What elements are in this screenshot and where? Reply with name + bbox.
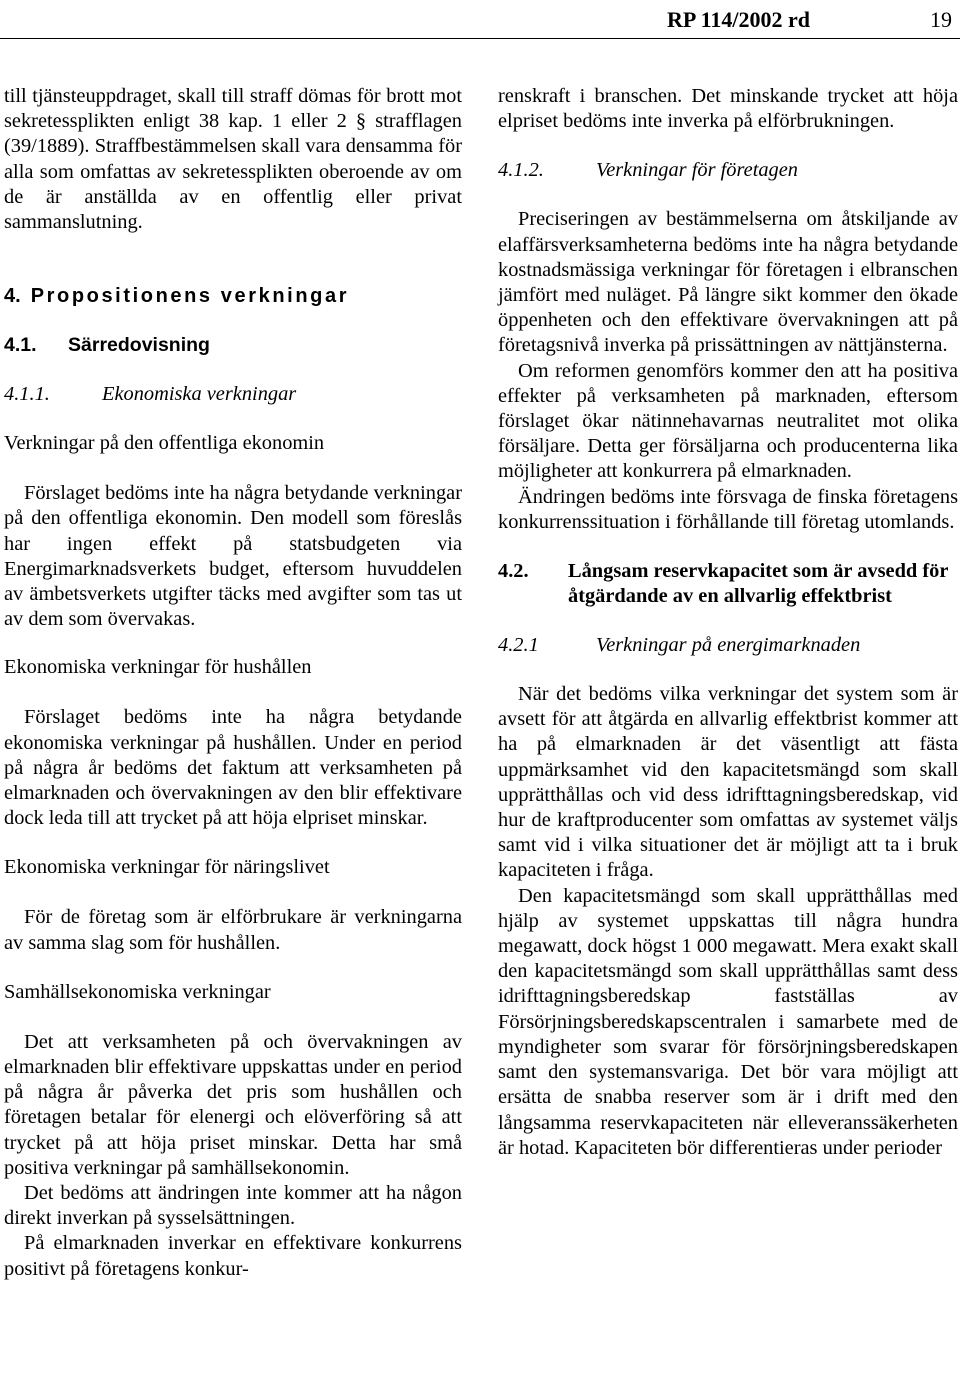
section-number: 4.1.2. [498,159,544,182]
subheading-macroeconomic: Samhällsekonomiska verkningar [4,980,271,1003]
document-id: RP 114/2002 rd [666,7,810,32]
paragraph-macroeconomic: Det att verksamheten på och övervakningen av elmarknaden blir effektivare uppskattas under en period på några år påverka det pris som hushållen och företagen betalar för elenergi och elöverföring så att trycket på att höja priset minskar. Detta har små positiva verkningar på samhällsekonomin. [4,1030,462,1179]
section-heading-4-1-2 [498,158,958,183]
running-header [0,6,960,34]
page-number: 19 [930,7,952,32]
section-heading-4-2 [498,559,958,609]
section-number: 4. [4,285,21,308]
section-title: Ekonomiska verkningar [102,383,297,406]
subheading-households: Ekonomiska verkningar för hushållen [4,656,312,679]
paragraph-energy-market: När det bedöms vilka verkningar det system som är avsett för att åtgärda en allvarlig effektbrist kommer att ha på elmarknaden är det väsentligt att fästa uppmärksamhet vid den kapacitetsmängd som skall upprätthållas och vid dess idrifttagningsberedskap, vid hur de kraftproducenter som omfattas av systemet väljs samt vid i vilka situationer det är möjligt att ta i bruk kapaciteten i fråga. [498,683,958,882]
paragraph-competition: På elmarknaden inverkar en effektivare konkurrens positivt på företagens konkur- [4,1232,462,1280]
header-rule [0,38,960,39]
right-column [498,84,958,1161]
paragraph-public-economy: Förslaget bedöms inte ha några betydande verkningar på den offentliga ekonomin. Den modell som föreslås har ingen effekt på statsbudgeten via Energimarknadsverkets budget, eftersom huvuddelen av ämbetsverkets utgifter täcks med avgifter som tas ut av dem som övervakas. [4,482,462,631]
section-number: 4.1.1. [4,383,50,406]
paragraph-finnish-companies: Ändringen bedöms inte försvaga de finska företagens konkurrenssituation i förhållande till företag utomlands. [498,485,958,533]
section-number: 4.1. [4,334,37,357]
intro-paragraph: till tjänsteuppdraget, skall till straff dömas för brott mot sekretessplikten enligt 38 kap. 1 eller 2 § strafflagen (39/1889). Straffbestämmelsen skall vara densamma för alla som omfattas av sekretessplikten oberoende av om de är anställda av en offentlig eller privat sammanslutning. [4,85,462,234]
paragraph-business: För de företag som är elförbrukare är verkningarna av samma slag som för hushållen. [4,906,462,954]
section-title: Propositionens verkningar [30,285,350,308]
paragraph-separation: Preciseringen av bestämmelserna om åtskiljande av elaffärsverksamheterna bedöms inte ha några betydande kostnadsmässiga verkningar för företagen i elbranschen jämfört med nuläget. På längre sikt kommer den ökade öppenheten och den effektivare övervakningen att på företagsnivå inverka på prissättningen av nättjänsterna. [498,208,958,357]
section-heading-4 [4,284,462,309]
section-title: Särredovisning [68,334,210,357]
section-heading-4-1-1 [4,382,462,407]
subheading-business: Ekonomiska verkningar för näringslivet [4,856,330,879]
section-number: 4.2.1 [498,634,539,657]
paragraph-capacity: Den kapacitetsmängd som skall upprätthållas med hjälp av systemet uppskattas till några hundra megawatt, dock högst 1 000 megawatt. Mera exakt skall den kapacitetsmängd som skall upprätthållas samt dess idrifttagningsberedskap fastställas av Försörjningsberedskapscentralen i samarbete med de myndigheter som svarar för försörjningsberedskapen samt den systemansvariga. Det bör vara möjligt att ersätta de snabba reserver som är i drift med den långsamma reservkapaciteten när elleveranssäkerheten är hotad. Kapaciteten bör differentieras under perioder [498,884,958,1159]
paragraph-households: Förslaget bedöms inte ha några betydande ekonomiska verkningar på hushållen. Under en period på några år bedöms det faktum att verksamheten på elmarknaden och övervakningen av den blir effektivare dock leda till att trycket på att höja elpriset minskar. [4,706,462,830]
section-heading-4-2-1 [498,633,958,658]
section-title: Långsam reservkapacitet som är avsedd för åtgärdande av en allvarlig effektbrist [568,560,949,608]
subheading-public-economy: Verkningar på den offentliga ekonomin [4,432,325,455]
continued-paragraph: renskraft i branschen. Det minskande trycket att höja elpriset bedöms inte inverka på elförbrukningen. [498,85,958,133]
section-title: Verkningar för företagen [596,159,798,182]
paragraph-employment: Det bedöms att ändringen inte kommer att ha någon direkt inverkan på sysselsättningen. [4,1182,462,1230]
left-column [4,84,462,1282]
section-title: Verkningar på energimarknaden [596,634,861,657]
section-heading-4-1 [4,333,462,358]
section-number: 4.2. [498,560,529,583]
paragraph-reform: Om reformen genomförs kommer den att ha positiva effekter på verksamheten på marknaden, eftersom förslaget ökar nätinnehavarnas neutralitet mot olika försäljare. Detta ger försäljarna och producenterna lika möjligheter att konkurrera på elmarknaden. [498,359,958,483]
